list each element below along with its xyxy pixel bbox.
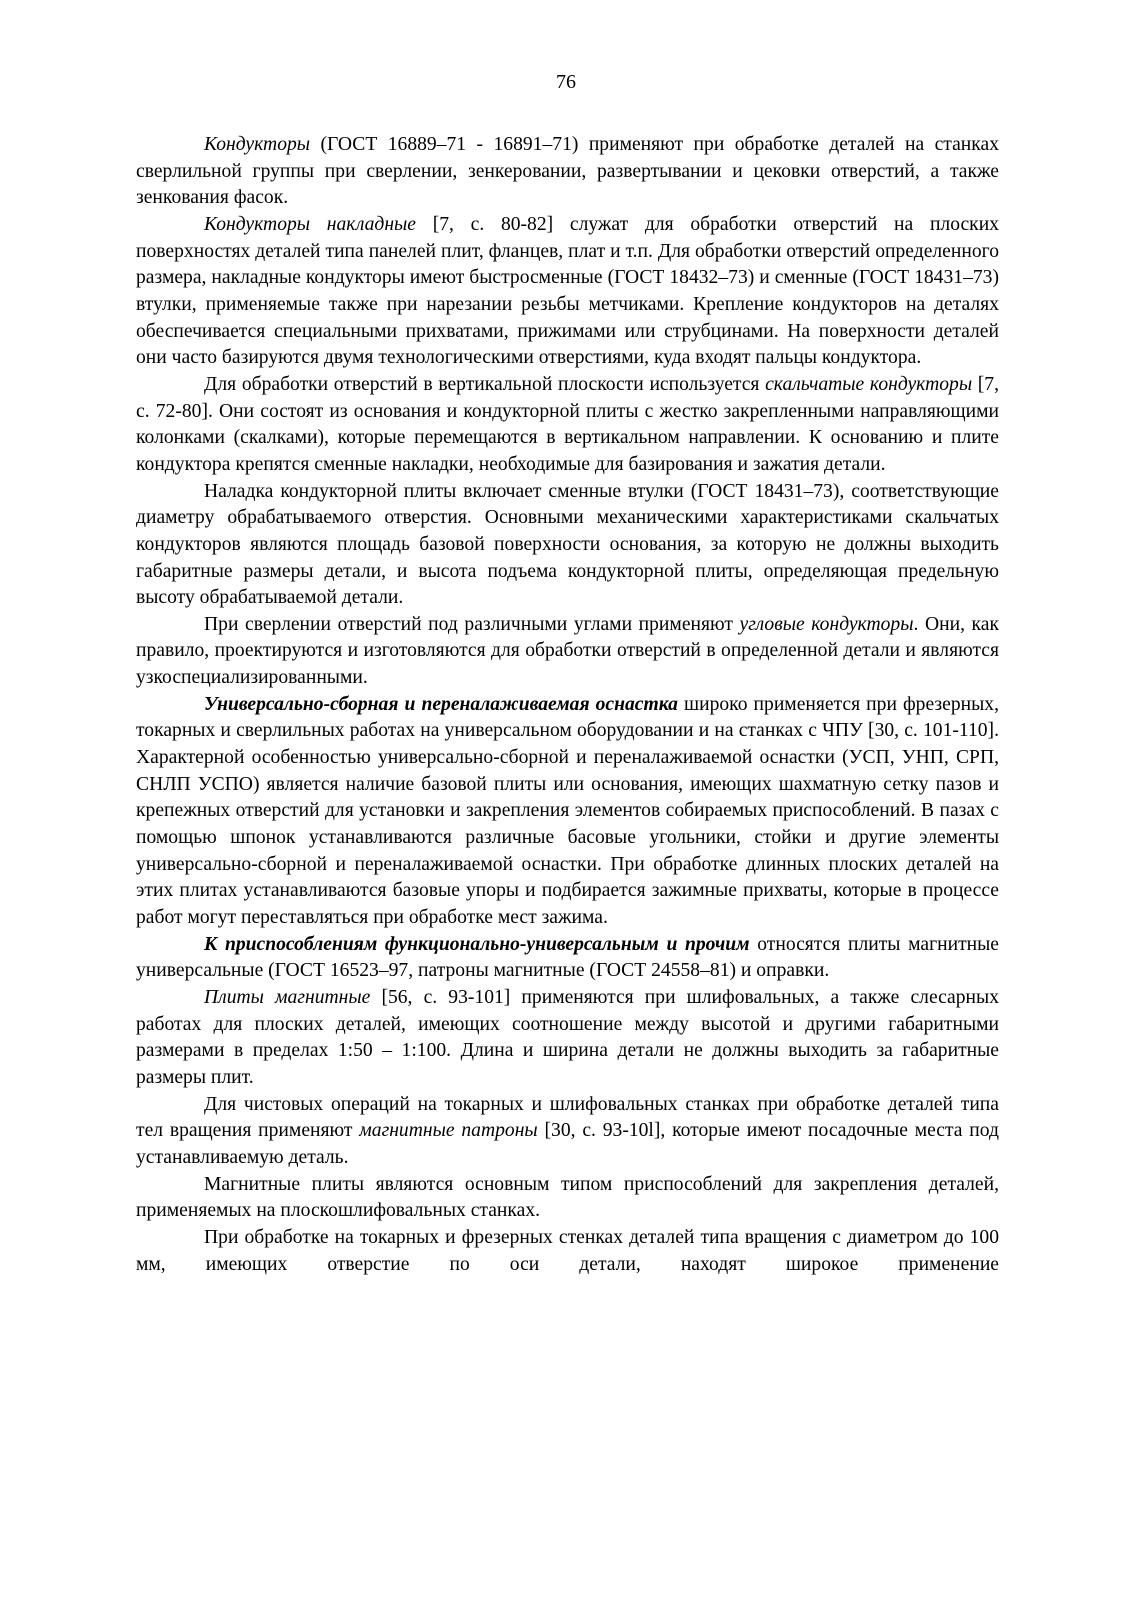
paragraph-jig-plate-setup — [136, 479, 999, 612]
paragraph-text: Магнитные плиты являются основным типом приспособлений для закрепления деталей, применяемых на плоскошлифовальных станках. — [136, 1173, 999, 1222]
paragraph-turning-milling — [136, 1225, 999, 1278]
paragraph-magnetic-plates-usage — [136, 1172, 999, 1225]
paragraph-magnetic-chucks — [136, 1092, 999, 1172]
paragraph-modular-tooling — [136, 692, 999, 932]
term-bold-italic: Универсально-сборная и переналаживаемая оснастка — [204, 693, 678, 715]
paragraph-text: относятся плиты магнитные универсальные (ГОСТ 16523–97, патроны магнитные (ГОСТ 24558–81) и оправки. — [136, 933, 999, 982]
term-italic: магнитные патроны — [359, 1120, 538, 1142]
paragraph-text: [30, с. 93-10l], которые имеют посадочные места под устанавливаемую деталь. — [136, 1120, 999, 1168]
paragraph-text: При сверлении отверстий под различными углами применяют — [204, 613, 740, 635]
paragraph-magnetic-plates — [136, 985, 999, 1092]
paragraph-overlay-jigs — [136, 212, 999, 372]
paragraph-text: Наладка кондукторной плиты включает сменные втулки (ГОСТ 18431–73), соответствующие диаметру обрабатываемого отверстия. Основными механическими характеристиками скальчатых кондукторов являются площадь базовой поверхности основания, за которую не должны выходить габаритные размеры детали, и высота подъема кондукторной плиты, определяющая предельную высоту обрабатываемой детали. — [136, 480, 999, 609]
paragraph-text: . Они, как правило, проектируются и изготовляются для обработки отверстий в определенной детали и являются узкоспециализированными. — [136, 613, 999, 689]
paragraph-functional-fixtures — [136, 932, 999, 985]
paragraph-text: [56, с. 93-101] применяются при шлифовальных, а также слесарных работах для плоских деталей, имеющих соотношение между высотой и другими габаритными размерами в пределах 1:50 – 1:100. Длина и ширина детали не должны выходить за габаритные размеры плит. — [136, 987, 999, 1088]
paragraph-text: широко применяется при фрезерных, токарных и сверлильных работах на универсальном оборудовании и на станках с ЧПУ [30, с. 101-110]. Характерной особенностью универсально-сборной и переналаживаемой оснастки (УСП, УНП, СРП, СНЛП УСПО) является наличие базовой плиты или основания, имеющих шахматную сетку пазов и крепежных отверстий для установки и закрепления элементов собираемых приспособлений. В пазах с помощью шпонок устанавливаются различные басовые угольники, стойки и другие элементы универсально-сборной и переналаживаемой оснастки. При обработке длинных плоских деталей на этих плитах устанавливаются базовые упоры и подбирается зажимные прихваты, которые в процессе работ могут переставляться при обработке мест зажима. — [136, 693, 999, 929]
paragraph-jig-conductors — [136, 132, 999, 212]
term-italic: Кондукторы — [204, 134, 311, 155]
paragraph-angle-jigs — [136, 612, 999, 692]
term-italic: Кондукторы накладные — [204, 213, 417, 235]
paragraph-text: [7, с. 80-82] служат для обработки отверстий на плоских поверхностях деталей типа панелей плит, фланцев, плат и т.п. Для обработки отверстий определенного размера, накладные кондукторы имеют быстросменные (ГОСТ 18432–73) и сменные (ГОСТ 18431–73) втулки, применяемые также при нарезании резьбы метчиками. Крепление кондукторов на деталях обеспечивается специальными прихватами, прижимами или струбцинами. На поверхности деталей они часто базируются двумя технологическими отверстиями, куда входят пальцы кондуктора. — [136, 213, 999, 369]
term-italic: Плиты магнитные — [204, 987, 371, 1008]
term-italic: угловые кондукторы — [739, 613, 914, 635]
paragraph-text: Для чистовых операций на токарных и шлифовальных станках при обработке деталей типа тел вращения применяют — [136, 1093, 999, 1142]
page-number: 76 — [556, 71, 576, 93]
term-italic: скальчатые кондукторы — [765, 373, 973, 395]
paragraph-column-jigs — [136, 372, 999, 479]
paragraph-text: (ГОСТ 16889–71 - 16891–71) применяют при обработке деталей на станках сверлильной группы при сверлении, зенкеровании, развертывании и цековки отверстий, а также зенкования фасок. — [136, 134, 999, 209]
paragraph-text: Для обработки отверстий в вертикальной плоскости используется — [204, 373, 766, 395]
body-text — [136, 132, 999, 1278]
term-bold-italic: К приспособлениям функционально-универсальным и прочим — [204, 933, 750, 955]
paragraph-text: При обработке на токарных и фрезерных стенках деталей типа вращения с диаметром до 100 мм, имеющих отверстие по оси детали, находят широкое применение — [136, 1226, 999, 1275]
paragraph-text: [7, с. 72-80]. Они состоят из основания и кондукторной плиты с жестко закрепленными направляющими колонками (скалками), которые перемещаются в вертикальном направлении. К основанию и плите кондуктора крепятся сменные накладки, необходимые для базирования и зажатия детали. — [136, 373, 999, 475]
